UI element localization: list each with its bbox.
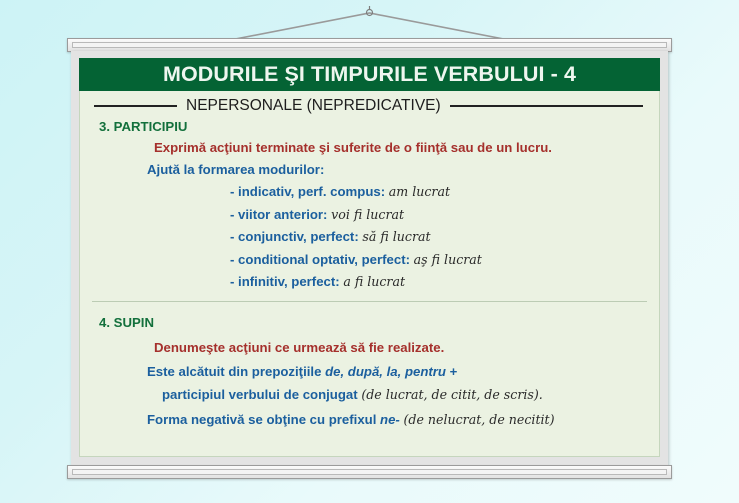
supin-composition-prefix: Este alcătuit din prepoziţiile bbox=[147, 364, 326, 379]
mood-label: - conjunctiv, perfect: bbox=[230, 229, 359, 244]
mood-label: - conditional optativ, perfect: bbox=[230, 251, 410, 267]
top-rail-groove bbox=[72, 42, 667, 48]
list-item bbox=[230, 252, 482, 267]
supin-participle-text: participiul verbului de conjugat bbox=[162, 387, 362, 402]
list-item bbox=[230, 207, 482, 222]
supin-negative-line bbox=[147, 412, 555, 427]
poster-body bbox=[80, 119, 659, 456]
supin-negative-prefix: ne- bbox=[380, 412, 400, 427]
subtitle-rule-right bbox=[450, 105, 643, 107]
mood-label: - viitor anterior: bbox=[230, 206, 328, 222]
supin-prepositions: de, după, la, pentru bbox=[325, 364, 446, 379]
mood-example: am lucrat bbox=[388, 184, 451, 199]
supin-composition-suffix: + bbox=[445, 364, 458, 379]
mood-example: să fi lucrat bbox=[362, 229, 431, 244]
poster-title-bar bbox=[79, 58, 660, 91]
poster bbox=[67, 38, 672, 479]
subtitle-rule-left bbox=[94, 105, 177, 107]
poster-sheet bbox=[71, 51, 668, 467]
list-item bbox=[230, 184, 482, 199]
participiu-definition: Exprimă acţiuni terminate şi suferite de o fiinţă sau de un lucru. bbox=[154, 140, 552, 155]
mood-example: voi fi lucrat bbox=[331, 206, 405, 222]
supin-negative-text: Forma negativă se obţine cu prefixul bbox=[147, 412, 381, 427]
supin-participle-line bbox=[162, 387, 543, 402]
supin-definition: Denumeşte acţiuni ce urmează să fie realizate. bbox=[154, 340, 445, 355]
page-title: MODURILE ŞI TIMPURILE VERBULUI - 4 bbox=[162, 62, 577, 86]
supin-composition bbox=[147, 364, 457, 379]
supin-participle-example: (de lucrat, de citit, de scris). bbox=[361, 387, 543, 402]
participiu-mood-list bbox=[230, 184, 482, 289]
participiu-usage-intro: Ajută la formarea modurilor: bbox=[147, 162, 325, 177]
poster-top-rail bbox=[67, 38, 672, 52]
mood-example: aş fi lucrat bbox=[413, 251, 482, 267]
poster-content-area bbox=[79, 58, 660, 457]
poster-subtitle-row bbox=[80, 93, 659, 119]
list-item bbox=[230, 229, 482, 244]
section-supin bbox=[92, 302, 647, 452]
poster-bottom-rail bbox=[67, 465, 672, 479]
mood-label: - infinitiv, perfect: bbox=[230, 274, 340, 289]
section-participiu bbox=[92, 119, 647, 301]
section-heading-participiu: 3. PARTICIPIU bbox=[99, 119, 188, 134]
mood-label: - indicativ, perf. compus: bbox=[230, 184, 386, 199]
mood-example: a fi lucrat bbox=[343, 274, 406, 289]
list-item bbox=[230, 274, 482, 289]
poster-subtitle: NEPERSONALE (NEPREDICATIVE) bbox=[186, 97, 441, 114]
bottom-rail-groove bbox=[72, 469, 667, 475]
supin-negative-example: (de nelucrat, de necitit) bbox=[403, 412, 555, 427]
section-heading-supin: 4. SUPIN bbox=[99, 315, 154, 330]
